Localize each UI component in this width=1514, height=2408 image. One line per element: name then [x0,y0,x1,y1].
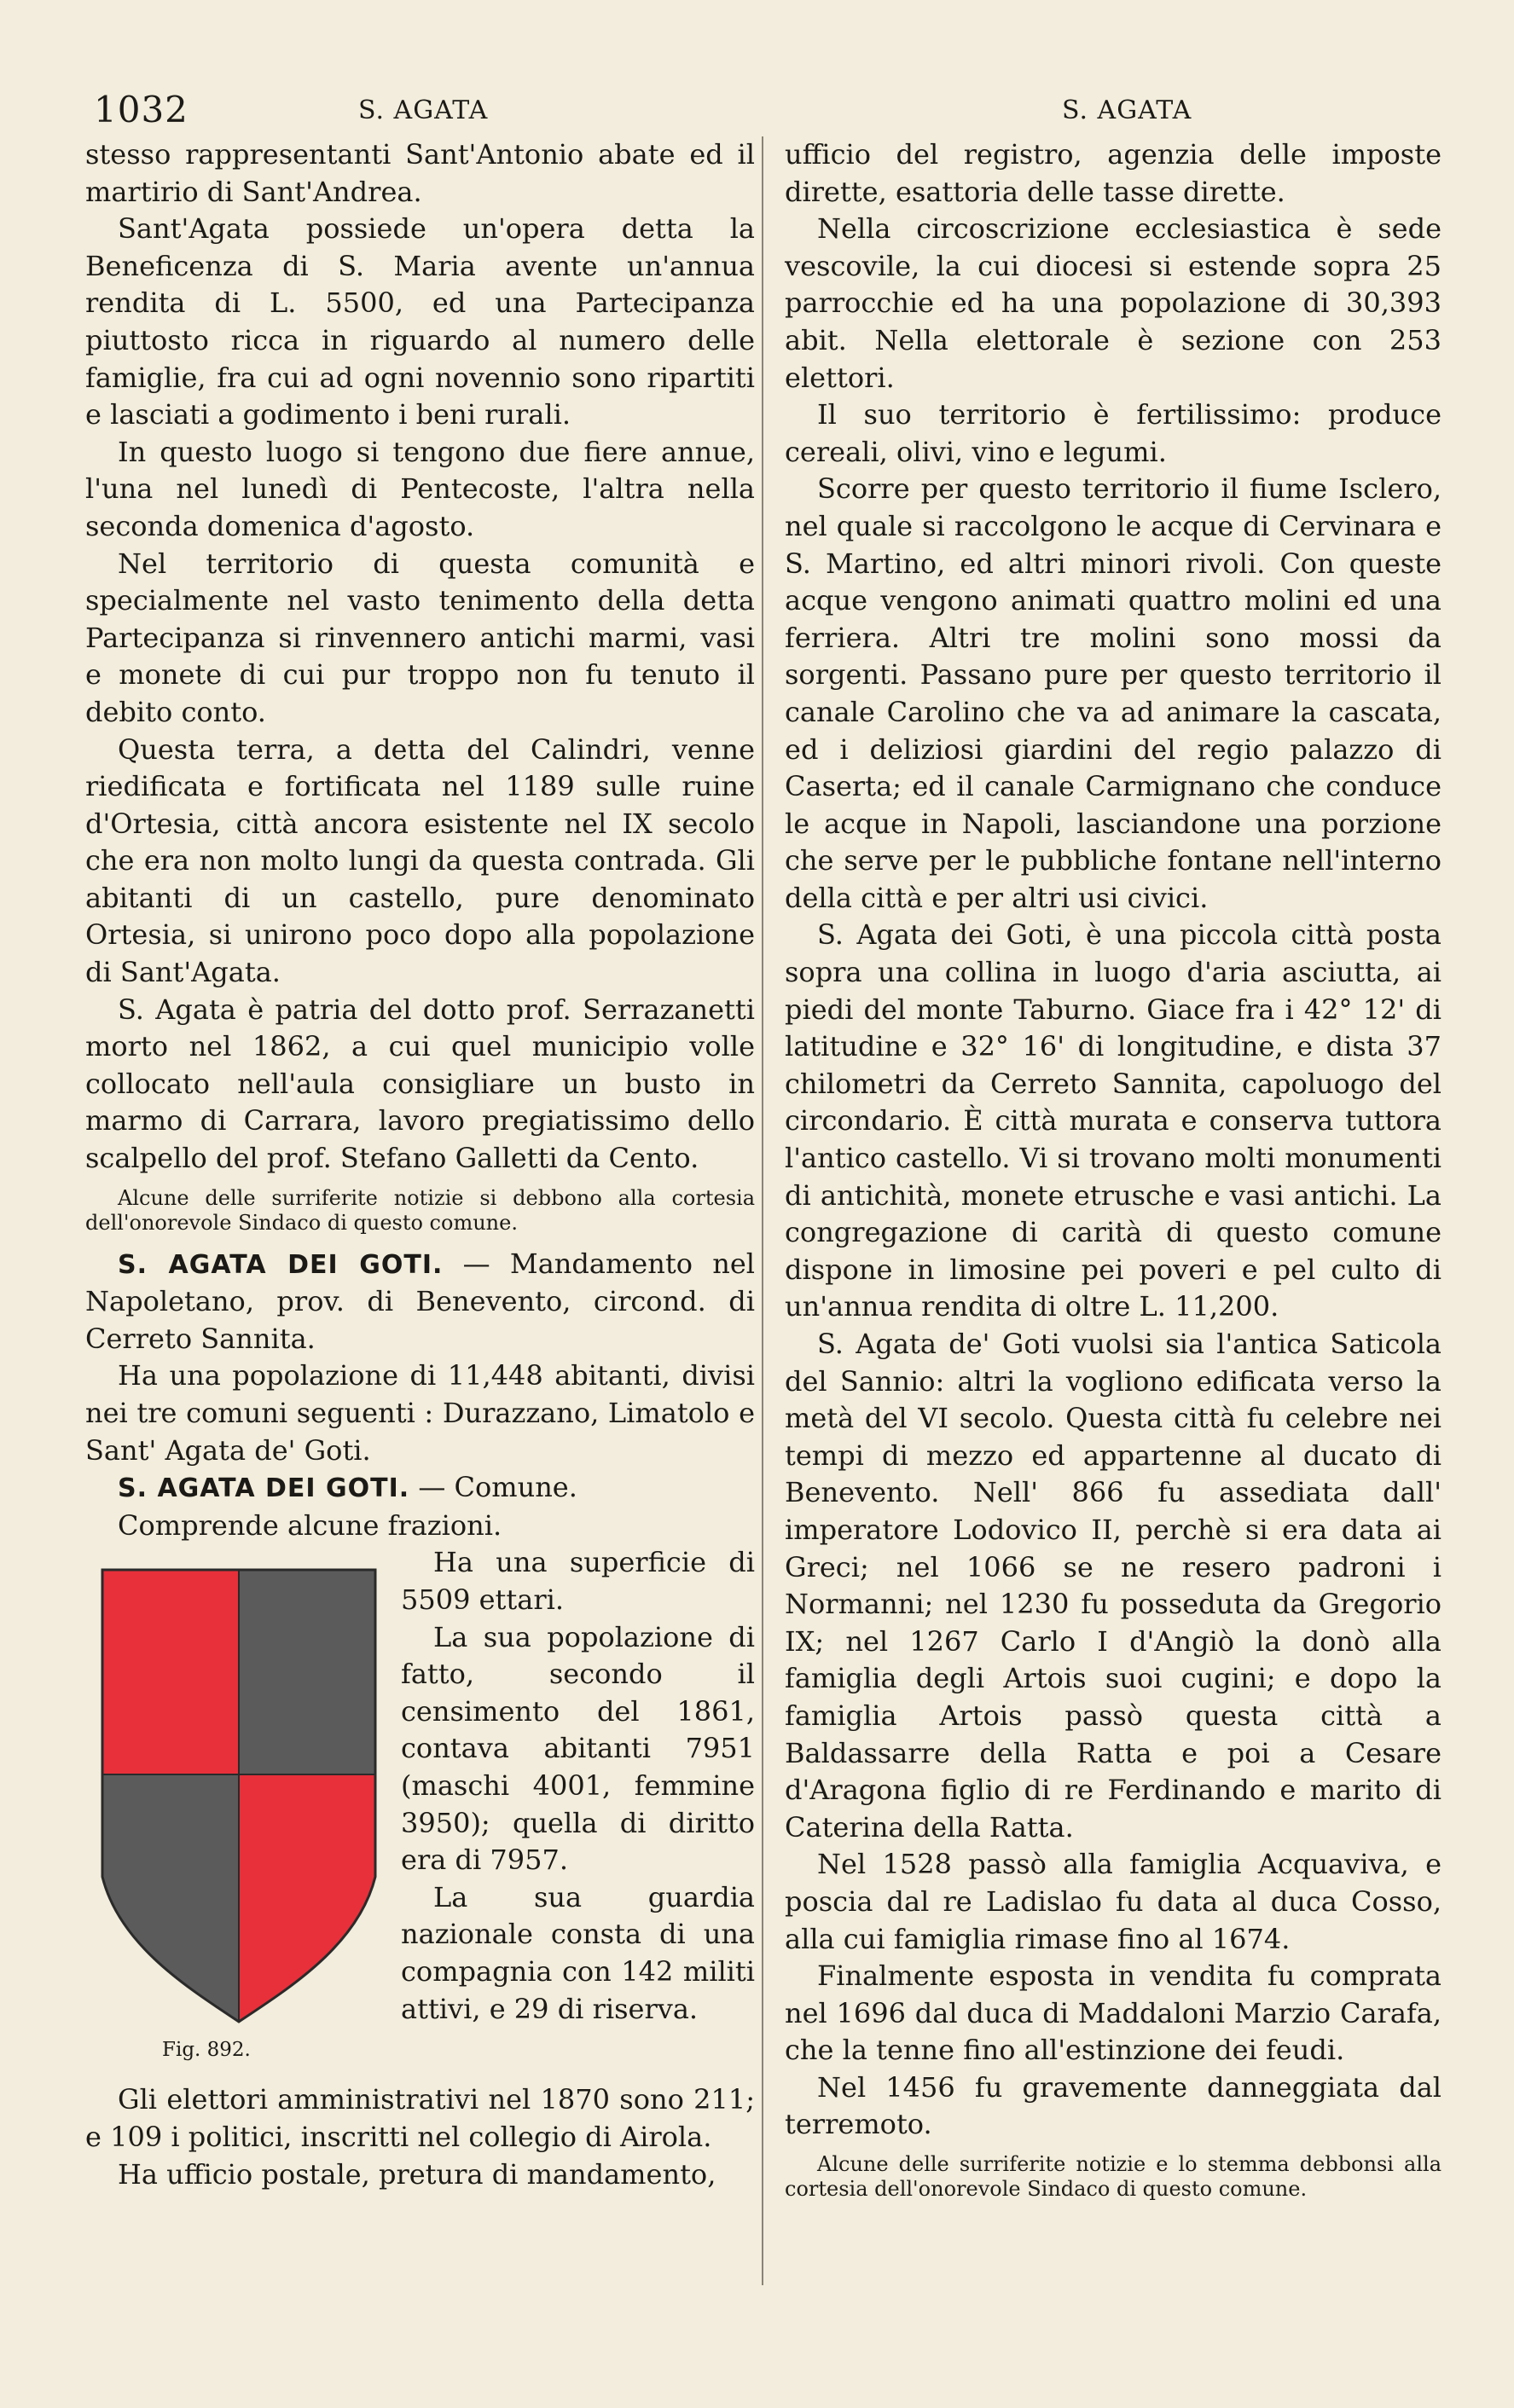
paragraph: ufficio del registro, agenzia delle imposte dirette, esattoria delle tasse dirette. [785,138,1441,208]
paragraph: Sant'Agata possiede un'opera detta la Beneficenza di S. Maria avente un'annua rendita di L. 5500, ed una Partecipanza piuttosto ricca in riguardo al numero delle famiglie, fra cui ad ogni novennio sono ripartiti e lasciati a godimento i beni rurali. [85,212,755,431]
paragraph: S. Agata è patria del dotto prof. Serrazanetti morto nel 1862, a cui quel municipio volle collocato nell'aula consigliare un busto in marmo di Carrara, lavoro pregiatissimo dello scalpello del prof. Stefano Galletti da Cento. [85,993,755,1175]
figure [68,1544,401,2081]
paragraph: Questa terra, a detta del Calindri, venne riedificata e fortificata nel 1189 sulle ruine d'Ortesia, città ancora esistente nel IX secolo che era non molto lungi da questa contrada. Gli abitanti di un castello, pure denominato Ortesia, si unirono poco dopo alla popolazione di Sant'Agata. [85,732,755,989]
shield-quarter-red-top-left [102,1570,239,1774]
shield-quarter-red-bottom-right [239,1774,375,2022]
entry-heading: S. AGATA DEI GOTI. [118,1473,410,1504]
footnote: Alcune delle surriferite notizie si debbono alla cortesia dell'onorevole Sindaco di questo comune. [85,1185,755,1235]
paragraph: Nel 1456 fu gravemente danneggiata dal terremoto. [785,2070,1441,2141]
entry-heading: S. AGATA DEI GOTI. [118,1249,444,1280]
paragraph: La sua guardia nazionale consta di una compagnia con 142 militi attivi, e 29 di riserva. [401,1880,755,2025]
figure-caption: Fig. 892. [162,2038,251,2061]
paragraph: Ha una superficie di 5509 ettari. [401,1546,755,1616]
entry-text: — Comune. [409,1471,577,1504]
right-column [785,136,1441,2212]
shield-quarter-dark-bottom-left [102,1774,239,2022]
page-number: 1032 [94,89,189,130]
coat-of-arms-figure [68,1544,401,2039]
column-divider [762,136,763,2285]
paragraph: Ha ufficio postale, pretura di mandamento, [118,2157,716,2191]
paragraph: Nel 1528 passò alla famiglia Acquaviva, e poscia dal re Ladislao fu data al duca Cosso, alla cui famiglia rimase fino al 1674. [785,1848,1441,1955]
paragraph: Ha una popolazione di 11,448 abitanti, divisi nei tre comuni seguenti : Durazzano, Limatolo e Sant' Agata de' Goti. [85,1359,755,1467]
shield-quarter-dark-top-right [239,1570,375,1774]
paragraph: S. Agata dei Goti, è una piccola città posta sopra una collina in luogo d'aria asciutta, ai piedi del monte Taburno. Giace fra i 42° 12' di latitudine e 32° 16' di longitudine, e dista 37 chilometri da Cerreto Sannita, capoluogo del circondario. È città murata e conserva tuttora l'antico castello. Vi si trovano molti monumenti di antichità, monete etrusche e vasi antichi. La congregazione di carità di questo comune dispone in limosine pei poveri e pel culto di un'annua rendita di oltre L. 11,200. [785,918,1441,1323]
paragraph: Nel territorio di questa comunità e specialmente nel vasto tenimento della detta Partecipanza si rinvennero antichi marmi, vasi e monete di cui pur troppo non fu tenuto il debito conto. [85,547,755,728]
paragraph: Comprende alcune frazioni. [118,1508,502,1542]
paragraph: Scorre per questo territorio il fiume Isclero, nel quale si raccolgono le acque di Cervinara e S. Martino, ed altri minori rivoli. Con queste acque vengono animati quattro molini ed una ferriera. Altri tre molini sono mossi da sorgenti. Passano pure per questo territorio il canale Carolino che va ad animare la cascata, ed i deliziosi giardini del regio palazzo di Caserta; ed il canale Carmignano che conduce le acque in Napoli, lasciandone una porzione che serve per le pubbliche fontane nell'interno della città e per altri usi civici. [785,472,1441,914]
paragraph: Gli elettori amministrativi nel 1870 sono 211; e 109 i politici, inscritti nel collegio di Airola. [85,2083,755,2153]
paragraph: La sua popolazione di fatto, secondo il censimento del 1861, contava abitanti 7951 (maschi 4001, femmine 3950); quella di diritto era di 7957. [401,1620,755,1877]
paragraph: S. Agata de' Goti vuolsi sia l'antica Saticola del Sannio: altri la vogliono edificata verso la metà del VI secolo. Questa città fu celebre nei tempi di mezzo ed appartenne al ducato di Benevento. Nell' 866 fu assediata dall' imperatore Lodovico II, perchè si era data ai Greci; nel 1066 se ne resero padroni i Normanni; nel 1230 fu posseduta da Gregorio IX; nel 1267 Carlo I d'Angiò la donò alla famiglia degli Artois suoi cugini; e dopo la famiglia Artois passò questa città a Baldassarre della Ratta e poi a Cesare d'Aragona figlio di re Ferdinando e marito di Caterina della Ratta. [785,1328,1441,1844]
entry-text: — Mandamento nel Napoletano, prov. di Benevento, circond. di Cerreto Sannita. [85,1247,756,1355]
running-head-left: S. AGATA [358,96,489,125]
footnote: Alcune delle surriferite notizie e lo stemma debbonsi alla cortesia dell'onorevole Sindaco di questo comune. [785,2152,1441,2202]
paragraph: Nella circoscrizione ecclesiastica è sede vescovile, la cui diocesi si estende sopra 25 parrocchie ed ha una popolazione di 30,393 abit. Nella elettorale è sezione con 253 elettori. [785,212,1441,394]
running-head-right: S. AGATA [1062,96,1192,125]
paragraph: In questo luogo si tengono due fiere annue, l'una nel lunedì di Pentecoste, l'altra nella seconda domenica d'agosto. [85,435,755,542]
left-column [85,136,755,2193]
entry-paragraph [85,1469,755,1508]
paragraph: Il suo territorio è fertilissimo: produce cereali, olivi, vino e legumi. [785,398,1441,468]
paragraph: Finalmente esposta in vendita fu comprata nel 1696 dal duca di Maddaloni Marzio Carafa, che la tenne fino all'estinzione dei feudi. [785,1959,1441,2067]
paragraph: stesso rappresentanti Sant'Antonio abate ed il martirio di Sant'Andrea. [85,138,755,208]
entry-paragraph [85,1246,755,1358]
